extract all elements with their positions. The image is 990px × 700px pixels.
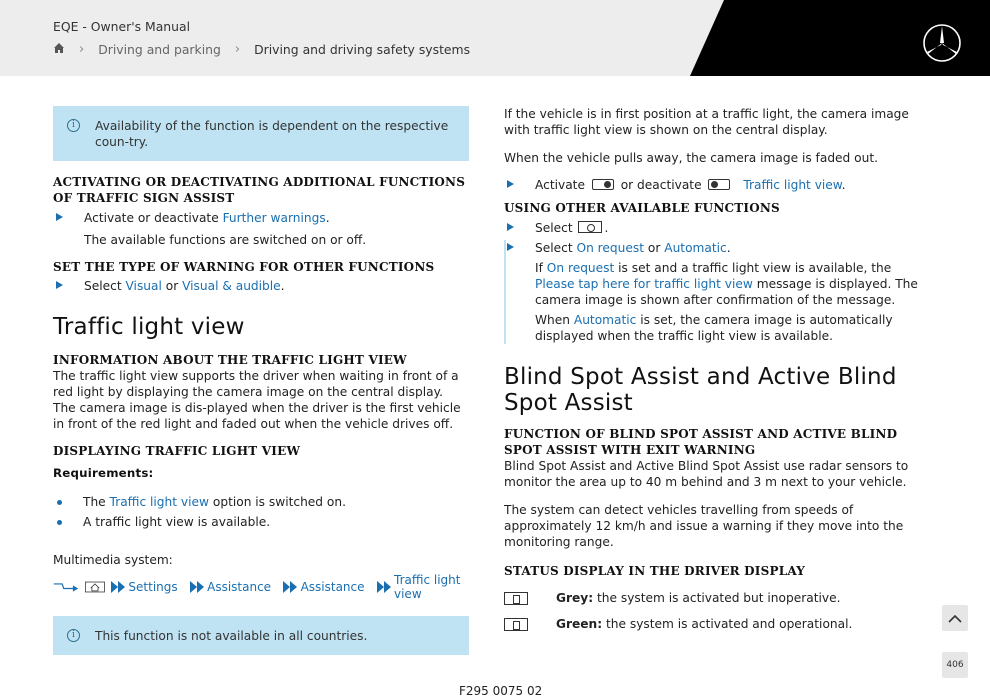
double-chevron-icon: [283, 581, 294, 593]
intro-text-2: When the vehicle pulls away, the camera image is faded out.: [504, 151, 878, 165]
info-text: This function is not available in all countries.: [95, 629, 368, 643]
step-arrow-icon: [507, 223, 514, 231]
chevron-right-icon: ›: [234, 42, 241, 57]
scroll-to-top-button[interactable]: [942, 605, 968, 631]
home-key-icon[interactable]: [85, 580, 105, 594]
blind-spot-indicator-icon: [504, 592, 528, 605]
step-select-mode: Select On request or Automatic.: [506, 240, 920, 256]
step-select-warning: Select Visual or Visual & audible.: [53, 278, 469, 294]
switch-off-icon: [708, 179, 730, 190]
right-column: [504, 100, 920, 631]
requirements-list: [53, 494, 469, 530]
breadcrumb-driving-safety[interactable]: Driving and driving safety systems: [254, 42, 471, 57]
bsa-body-2: The system can detect vehicles travelling from speeds of approximately 12 km/h and issue a warning if they move into the monitoring range.: [504, 503, 904, 549]
mercedes-star-logo: [922, 23, 962, 63]
double-chevron-icon: [111, 581, 122, 593]
step-arrow-icon: [56, 213, 63, 221]
link-traffic-light-view[interactable]: Traffic light view: [109, 495, 209, 509]
chevron-up-icon: [948, 614, 962, 623]
manual-title: EQE - Owner's Manual: [53, 19, 191, 34]
heading-status-display: STATUS DISPLAY IN THE DRIVER DISPLAY: [504, 564, 806, 578]
step-activate-further-warnings: Activate or deactivate Further warnings.: [53, 210, 469, 226]
left-column: [53, 100, 469, 655]
path-settings[interactable]: Settings: [128, 580, 178, 594]
requirement-item: A traffic light view is available.: [53, 514, 469, 530]
heading-bsa-function: FUNCTION OF BLIND SPOT ASSIST AND ACTIVE BLIND SPOT ASSIST WITH EXIT WARNING: [504, 427, 898, 457]
path-traffic-light-view[interactable]: Traffic light view: [394, 573, 461, 601]
blind-spot-indicator-icon: [504, 618, 528, 631]
heading-other-functions: USING OTHER AVAILABLE FUNCTIONS: [504, 201, 780, 215]
header: [0, 0, 990, 76]
heading-displaying: DISPLAYING TRAFFIC LIGHT VIEW: [53, 444, 301, 458]
section-title-blind-spot: Blind Spot Assist and Active Blind Spot Assist: [504, 364, 897, 416]
double-chevron-icon: [190, 581, 201, 593]
heading-info-traffic-light: INFORMATION ABOUT THE TRAFFIC LIGHT VIEW: [53, 353, 407, 367]
link-on-request[interactable]: On request: [546, 261, 615, 275]
status-row-grey: Grey: the system is activated but inoperative.: [504, 591, 920, 605]
path-assistance-2[interactable]: Assistance: [300, 580, 365, 594]
link-automatic[interactable]: Automatic: [664, 241, 727, 255]
status-row-green: Green: the system is activated and operational.: [504, 617, 920, 631]
step-activate-traffic-light: Activate or deactivate Traffic light view.: [504, 177, 920, 193]
step-arrow-icon: [56, 281, 63, 289]
link-on-request[interactable]: On request: [576, 241, 645, 255]
camera-key-icon: [578, 221, 602, 233]
chevron-right-icon: ›: [79, 42, 85, 57]
link-please-tap[interactable]: Please tap here for traffic light view: [535, 277, 753, 291]
heading-activating: ACTIVATING OR DEACTIVATING ADDITIONAL FUNCTIONS OF TRAFFIC SIGN ASSIST: [53, 175, 466, 205]
path-arrow-icon: [53, 580, 79, 594]
heading-warning-type: SET THE TYPE OF WARNING FOR OTHER FUNCTIONS: [53, 260, 435, 274]
page-number-button[interactable]: [942, 652, 968, 678]
path-assistance-1[interactable]: Assistance: [207, 580, 272, 594]
requirements-label: Requirements:: [53, 466, 154, 480]
info-box-availability: [53, 106, 469, 161]
link-visual-audible[interactable]: Visual & audible: [182, 279, 281, 293]
menu-path: [53, 573, 469, 601]
link-visual[interactable]: Visual: [125, 279, 162, 293]
when-automatic-text: When Automatic is set, the camera image is automatically displayed when the traffic light view is available.: [535, 313, 893, 343]
info-icon: i: [67, 119, 80, 132]
switch-on-icon: [592, 179, 614, 190]
step-arrow-icon: [507, 243, 514, 251]
link-traffic-light-view[interactable]: Traffic light view: [743, 178, 842, 192]
breadcrumb: [53, 42, 470, 57]
page-number: 406: [946, 660, 964, 670]
link-automatic[interactable]: Automatic: [573, 313, 637, 327]
step-select-camera: Select .: [504, 220, 920, 236]
bsa-body-1: Blind Spot Assist and Active Blind Spot Assist use radar sensors to monitor the area up to 40 m behind and 3 m next to your vehicle.: [504, 459, 909, 489]
double-chevron-icon: [377, 581, 388, 593]
info-box-countries: [53, 616, 469, 655]
breadcrumb-driving-parking[interactable]: Driving and parking: [98, 42, 221, 57]
requirement-item: The Traffic light view option is switched on.: [53, 494, 469, 510]
home-icon[interactable]: [53, 42, 65, 57]
info-body: The traffic light view supports the driver when waiting in front of a red light by displaying the camera image on the central display. The camera image is dis-played when the driver is the first vehicle in front of the red light and faded out when the vehicle drives off.: [53, 369, 461, 431]
result-text: The available functions are switched on or off.: [84, 233, 367, 247]
select-mode-block: [504, 240, 920, 344]
section-title-traffic-light-view: Traffic light view: [53, 314, 245, 340]
if-on-request-text: If On request is set and a traffic light view is available, the Please tap here for traffic light view message is displayed. The camera image is shown after confirmation of the message.: [535, 261, 918, 307]
intro-text-1: If the vehicle is in first position at a traffic light, the camera image with traffic light view is shown on the central display.: [504, 107, 909, 137]
multimedia-label: Multimedia system:: [53, 553, 173, 567]
figure-code: F295 0075 02: [459, 684, 543, 698]
link-further-warnings[interactable]: Further warnings: [222, 211, 326, 225]
step-arrow-icon: [507, 180, 514, 188]
info-text: Availability of the function is dependent on the respective coun-try.: [95, 119, 449, 149]
info-icon: i: [67, 629, 80, 642]
